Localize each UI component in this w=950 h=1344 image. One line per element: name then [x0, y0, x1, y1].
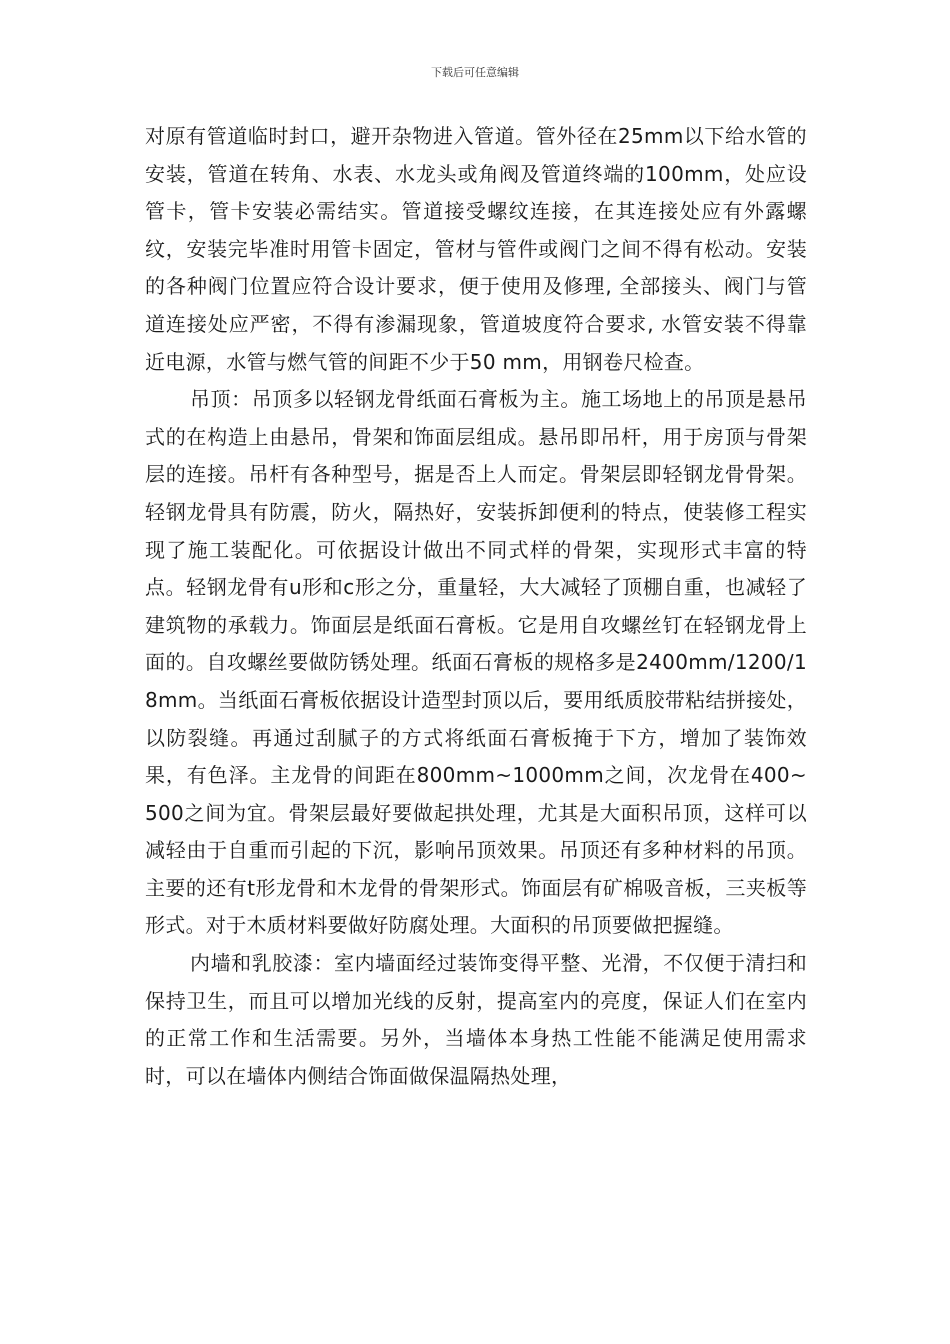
paragraph-ceiling: 吊顶：吊顶多以轻钢龙骨纸面石膏板为主。施工场地上的吊顶是悬吊式的在构造上由悬吊，骨架和饰面层组成。悬吊即吊杆，用于房顶与骨架层的连接。吊杆有各种型号，据是否上人而定。骨架层即轻钢龙骨骨架。轻钢龙骨具有防震，防火，隔热好，安装拆卸便利的特点，使装修工程实现了施工装配化。可依据设计做出不同式样的骨架，实现形式丰富的特点。轻钢龙骨有u形和c形之分，重量轻，大大减轻了顶棚自重，也减轻了建筑物的承载力。饰面层是纸面石膏板。它是用自攻螺丝钉在轻钢龙骨上面的。自攻螺丝要做防锈处理。纸面石膏板的规格多是2400mm/1200/18mm。当纸面石膏板依据设计造型封顶以后，要用纸质胶带粘结拼接处，以防裂缝。再通过刮腻子的方式将纸面石膏板掩于下方，增加了装饰效果，有色泽。主龙骨的间距在800mm~1000mm之间，次龙骨在400~500之间为宜。骨架层最好要做起拱处理，尤其是大面积吊顶，这样可以减轻由于自重而引起的下沉，影响吊顶效果。吊顶还有多种材料的吊顶。主要的还有t形龙骨和木龙骨的骨架形式。饰面层有矿棉吸音板，三夹板等形式。对于木质材料要做好防腐处理。大面积的吊顶要做把握缝。: [145, 387, 807, 938]
paragraph-interior-wall: 内墙和乳胶漆：室内墙面经过装饰变得平整、光滑，不仅便于清扫和保持卫生，而且可以增加光线的反射，提高室内的亮度，保证人们在室内的正常工作和生活需要。另外，当墙体本身热工性能不能满足使用需求时，可以在墙体内侧结合饰面做保温隔热处理，: [145, 951, 807, 1088]
page-header: 下载后可任意编辑: [431, 66, 519, 79]
paragraph-pipe-installation: 对原有管道临时封口，避开杂物进入管道。管外径在25mm以下给水管的安装，管道在转角、水表、水龙头或角阀及管道终端的100mm，处应设管卡，管卡安装必需结实。管道接受螺纹连接，在其连接处应有外露螺纹，安装完毕准时用管卡固定，管材与管件或阀门之间不得有松动。安装的各种阀门位置应符合设计要求，便于使用及修理, 全部接头、阀门与管道连接处应严密，不得有渗漏现象，管道坡度符合要求, 水管安装不得靠近电源，水管与燃气管的间距不少于50 mm，用钢卷尺检查。: [145, 124, 807, 374]
document-body: [145, 118, 807, 1095]
